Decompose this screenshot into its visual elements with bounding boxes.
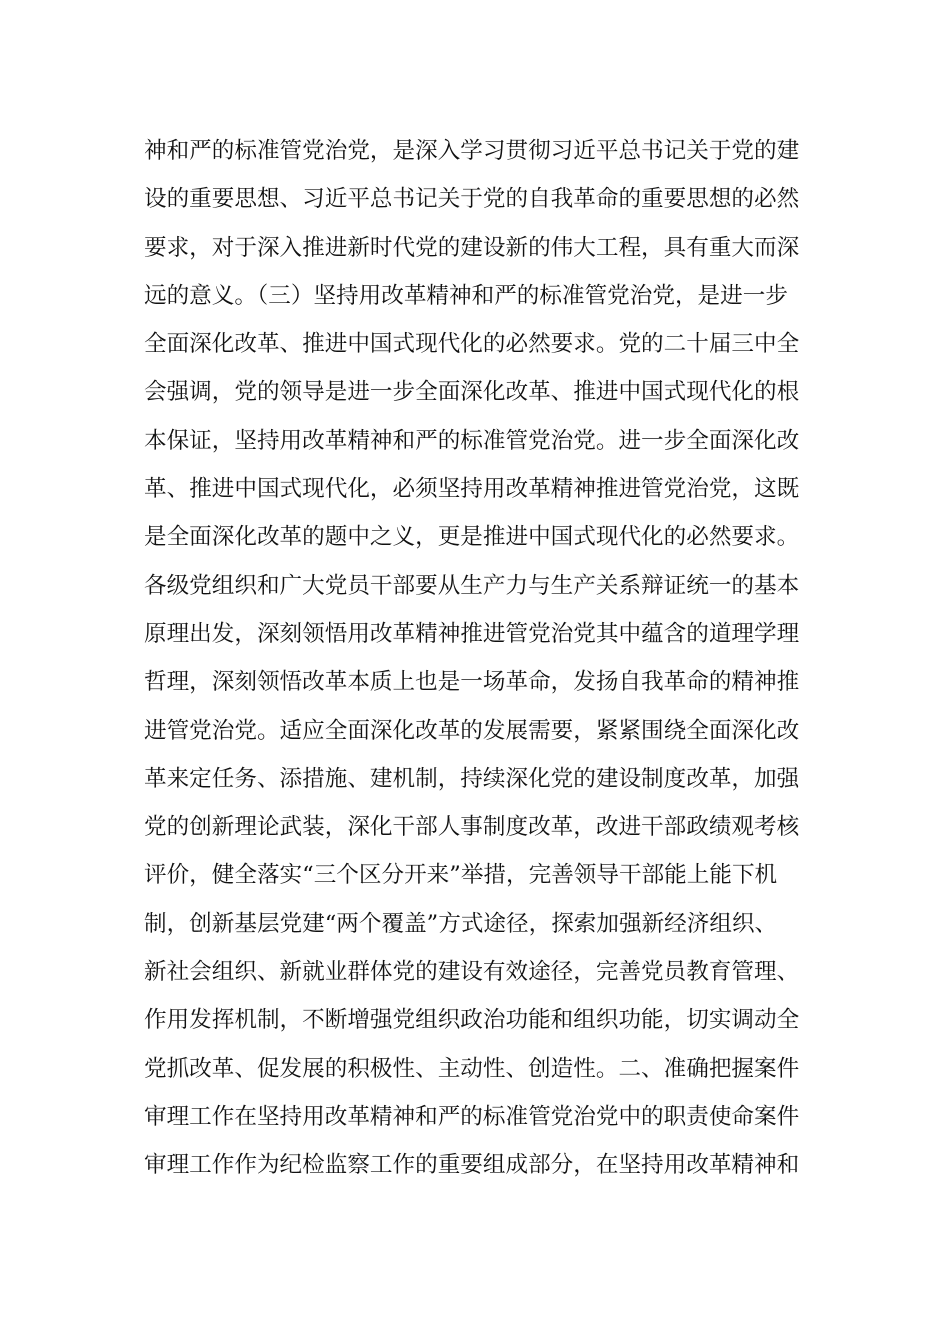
text-line: 党抓改革、促发展的积极性、主动性、创造性。二、准确把握案件 (144, 1055, 800, 1082)
text-line: 革、推进中国式现代化，必须坚持用改革精神推进管党治党，这既 (144, 476, 800, 503)
text-line: 评价，健全落实“三个区分开来”举措，完善领导干部能上能下机 (144, 862, 778, 889)
text-line: 各级党组织和广大党员干部要从生产力与生产关系辩证统一的基本 (144, 572, 800, 599)
text-line: 神和严的标准管党治党，是深入学习贯彻习近平总书记关于党的建 (144, 138, 800, 164)
text-line: 原理出发，深刻领悟用改革精神推进管党治党其中蕴含的道理学理 (144, 620, 800, 647)
text-line: 远的意义。（三）坚持用改革精神和严的标准管党治党，是进一步 (144, 282, 788, 309)
text-line: 哲理，深刻领悟改革本质上也是一场革命，发扬自我革命的精神推 (144, 669, 800, 696)
text-line: 革来定任务、添措施、建机制，持续深化党的建设制度改革，加强 (144, 765, 800, 792)
text-line: 要求，对于深入推进新时代党的建设新的伟大工程，具有重大而深 (144, 234, 800, 261)
text-line: 进管党治党。适应全面深化改革的发展需要，紧紧围绕全面深化改 (144, 717, 800, 744)
text-line: 本保证，坚持用改革精神和严的标准管党治党。进一步全面深化改 (144, 427, 800, 454)
text-line: 是全面深化改革的题中之义，更是推进中国式现代化的必然要求。 (144, 524, 800, 551)
text-line: 设的重要思想、习近平总书记关于党的自我革命的重要思想的必然 (144, 186, 800, 213)
text-line: 制，创新基层党建“两个覆盖”方式途径，探索加强新经济组织、 (144, 910, 778, 937)
text-line: 审理工作作为纪检监察工作的重要组成部分，在坚持用改革精神和 (144, 1152, 800, 1179)
text-line: 审理工作在坚持用改革精神和严的标准管党治党中的职责使命案件 (144, 1103, 800, 1130)
text-line: 作用发挥机制，不断增强党组织政治功能和组织功能，切实调动全 (144, 1007, 800, 1034)
text-line: 党的创新理论武装，深化干部人事制度改革，改进干部政绩观考核 (144, 814, 800, 841)
text-line: 全面深化改革、推进中国式现代化的必然要求。党的二十届三中全 (144, 331, 800, 358)
text-line: 新社会组织、新就业群体党的建设有效途径，完善党员教育管理、 (144, 959, 800, 986)
text-line: 会强调，党的领导是进一步全面深化改革、推进中国式现代化的根 (144, 379, 800, 406)
body-text (144, 127, 824, 1190)
